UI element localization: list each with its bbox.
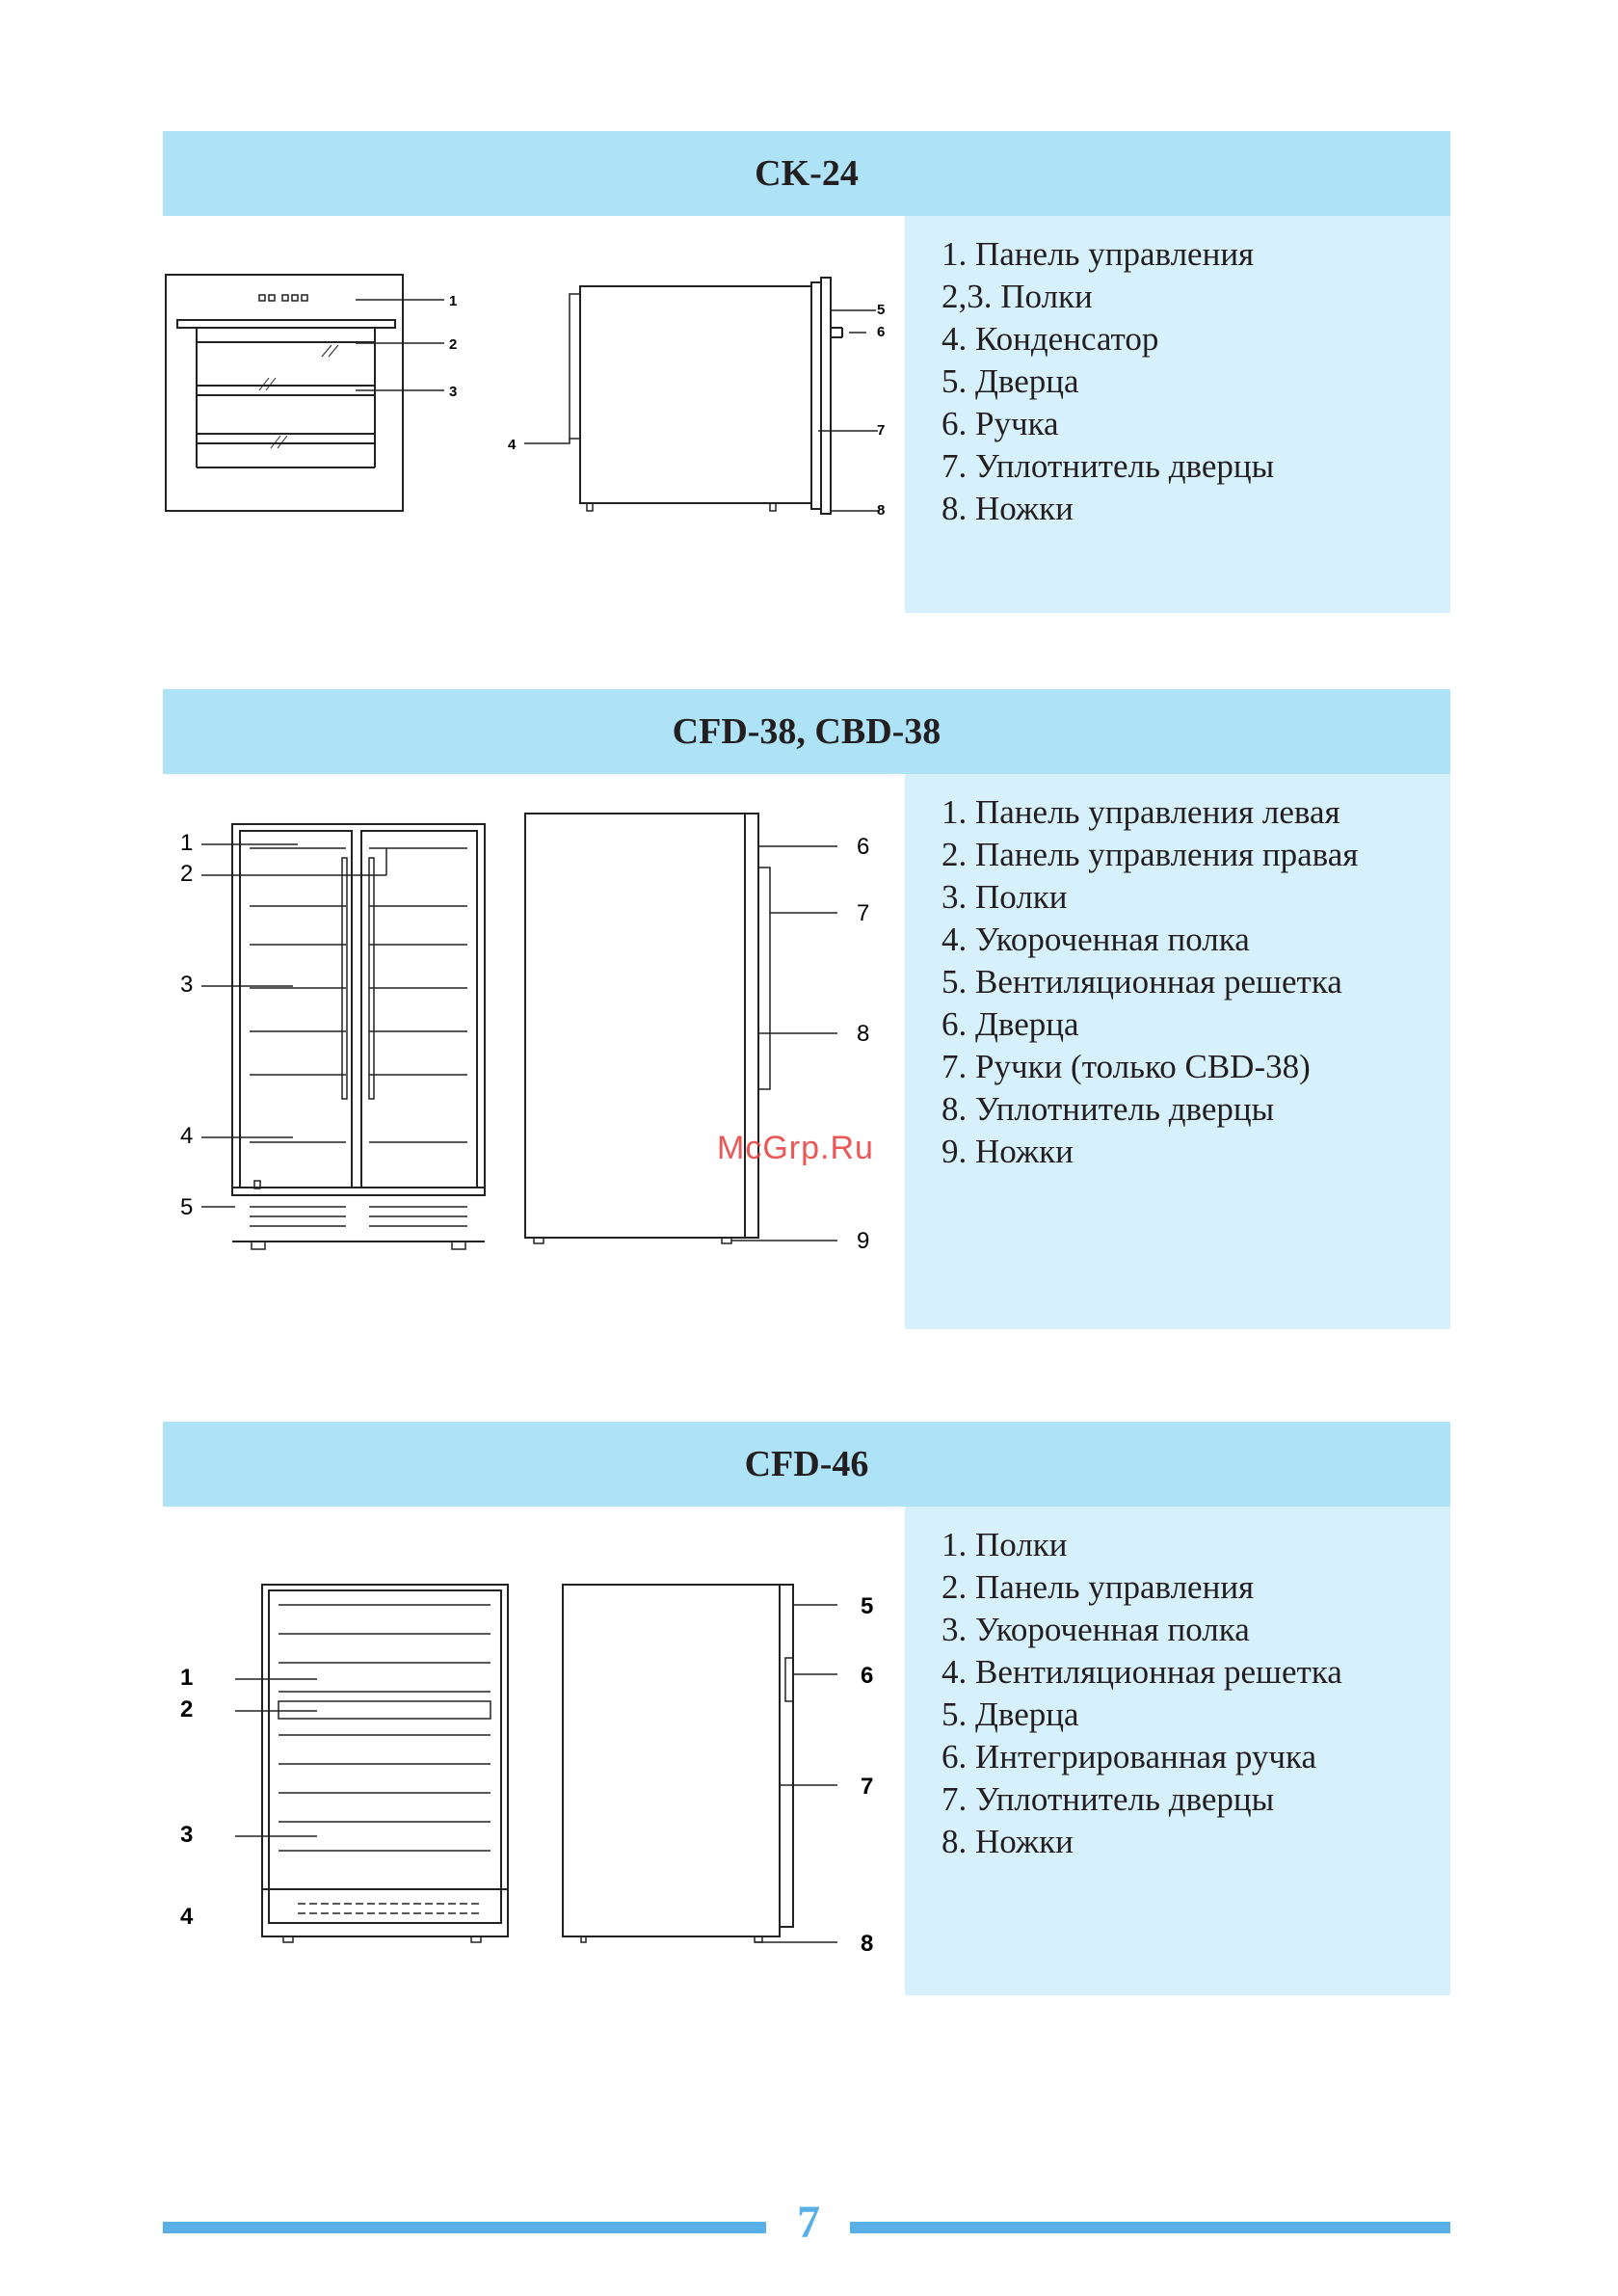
cfd46-callout-2: 2 — [180, 1696, 194, 1722]
cfd46-drawing — [163, 1571, 895, 1966]
ck24-diagram — [163, 270, 895, 530]
legend-item: 3. Полки — [942, 878, 1068, 916]
legend-item: 2,3. Полки — [942, 278, 1093, 315]
cfd38-callout-6: 6 — [857, 834, 870, 860]
ck24-callout-5: 5 — [877, 302, 886, 318]
cfd46-front-view — [235, 1585, 508, 1942]
watermark: McGrp.Ru — [717, 1130, 874, 1166]
legend-item: 4. Конденсатор — [942, 320, 1159, 358]
cfd38-callout-9: 9 — [857, 1228, 870, 1254]
legend-item: 8. Ножки — [942, 1823, 1074, 1860]
legend-item: 2. Панель управления правая — [942, 836, 1359, 873]
legend-item: 8. Ножки — [942, 490, 1074, 527]
cfd46-callout-4: 4 — [180, 1904, 194, 1930]
cfd46-callout-8: 8 — [861, 1931, 874, 1957]
legend-item: 8. Уплотнитель дверцы — [942, 1090, 1275, 1128]
cfd38-callout-5: 5 — [180, 1194, 194, 1220]
cfd38-front-view — [201, 824, 485, 1249]
cfd46-side-view — [563, 1585, 837, 1942]
legend-item: 7. Ручки (только CBD-38) — [942, 1048, 1311, 1085]
cfd38-callout-2: 2 — [180, 861, 194, 887]
cfd46-legend — [905, 1507, 1450, 1995]
legend-item: 6. Ручка — [942, 405, 1059, 442]
ck24-callout-6: 6 — [877, 324, 886, 340]
legend-item: 4. Вентиляционная решетка — [942, 1653, 1342, 1691]
footer-rule-right — [850, 2222, 1450, 2233]
legend-item: 3. Укороченная полка — [942, 1611, 1250, 1648]
footer-rule-left — [163, 2222, 766, 2233]
legend-item: 6. Дверца — [942, 1005, 1079, 1043]
legend-item: 5. Дверца — [942, 362, 1079, 400]
legend-item: 1. Панель управления левая — [942, 793, 1340, 831]
ck24-side-view — [524, 278, 878, 514]
ck24-drawing — [163, 270, 895, 530]
ck24-callout-4: 4 — [508, 437, 517, 453]
cfd38-drawing — [163, 810, 895, 1263]
cfd46-callout-6: 6 — [861, 1663, 874, 1689]
legend-item: 9. Ножки — [942, 1133, 1074, 1170]
cfd46-callout-1: 1 — [180, 1665, 194, 1691]
cfd46-callout-5: 5 — [861, 1593, 874, 1619]
section-title-ck24: CK-24 — [163, 131, 1450, 216]
legend-item: 5. Дверца — [942, 1695, 1079, 1733]
legend-item: 2. Панель управления — [942, 1568, 1255, 1606]
ck24-callout-1: 1 — [449, 293, 458, 309]
ck24-front-view — [166, 275, 444, 511]
section-title-cfd46: CFD-46 — [163, 1422, 1450, 1507]
ck24-legend — [905, 216, 1450, 613]
page-number: 7 — [797, 2197, 820, 2248]
legend-item: 6. Интегрированная ручка — [942, 1738, 1317, 1775]
cfd38-callout-8: 8 — [857, 1021, 870, 1047]
cfd46-callout-3: 3 — [180, 1822, 194, 1848]
cfd38-callout-4: 4 — [180, 1123, 194, 1149]
cfd38-diagram — [163, 810, 895, 1263]
legend-item: 7. Уплотнитель дверцы — [942, 1780, 1275, 1818]
cfd46-diagram — [163, 1571, 895, 1966]
ck24-callout-3: 3 — [449, 384, 458, 400]
legend-item: 1. Полки — [942, 1526, 1068, 1563]
legend-item: 4. Укороченная полка — [942, 921, 1250, 958]
ck24-callout-2: 2 — [449, 336, 458, 353]
section-title-cfd38: CFD-38, CBD-38 — [163, 689, 1450, 774]
cfd38-side-view — [525, 814, 837, 1243]
ck24-callout-7: 7 — [877, 422, 886, 439]
cfd38-callout-3: 3 — [180, 972, 194, 998]
legend-item: 5. Вентиляционная решетка — [942, 963, 1342, 1001]
legend-item: 1. Панель управления — [942, 235, 1255, 273]
cfd38-callout-7: 7 — [857, 900, 870, 926]
cfd46-callout-7: 7 — [861, 1774, 874, 1800]
legend-item: 7. Уплотнитель дверцы — [942, 447, 1275, 485]
cfd38-callout-1: 1 — [180, 830, 194, 856]
cfd38-legend — [905, 774, 1450, 1329]
ck24-callout-8: 8 — [877, 502, 886, 519]
